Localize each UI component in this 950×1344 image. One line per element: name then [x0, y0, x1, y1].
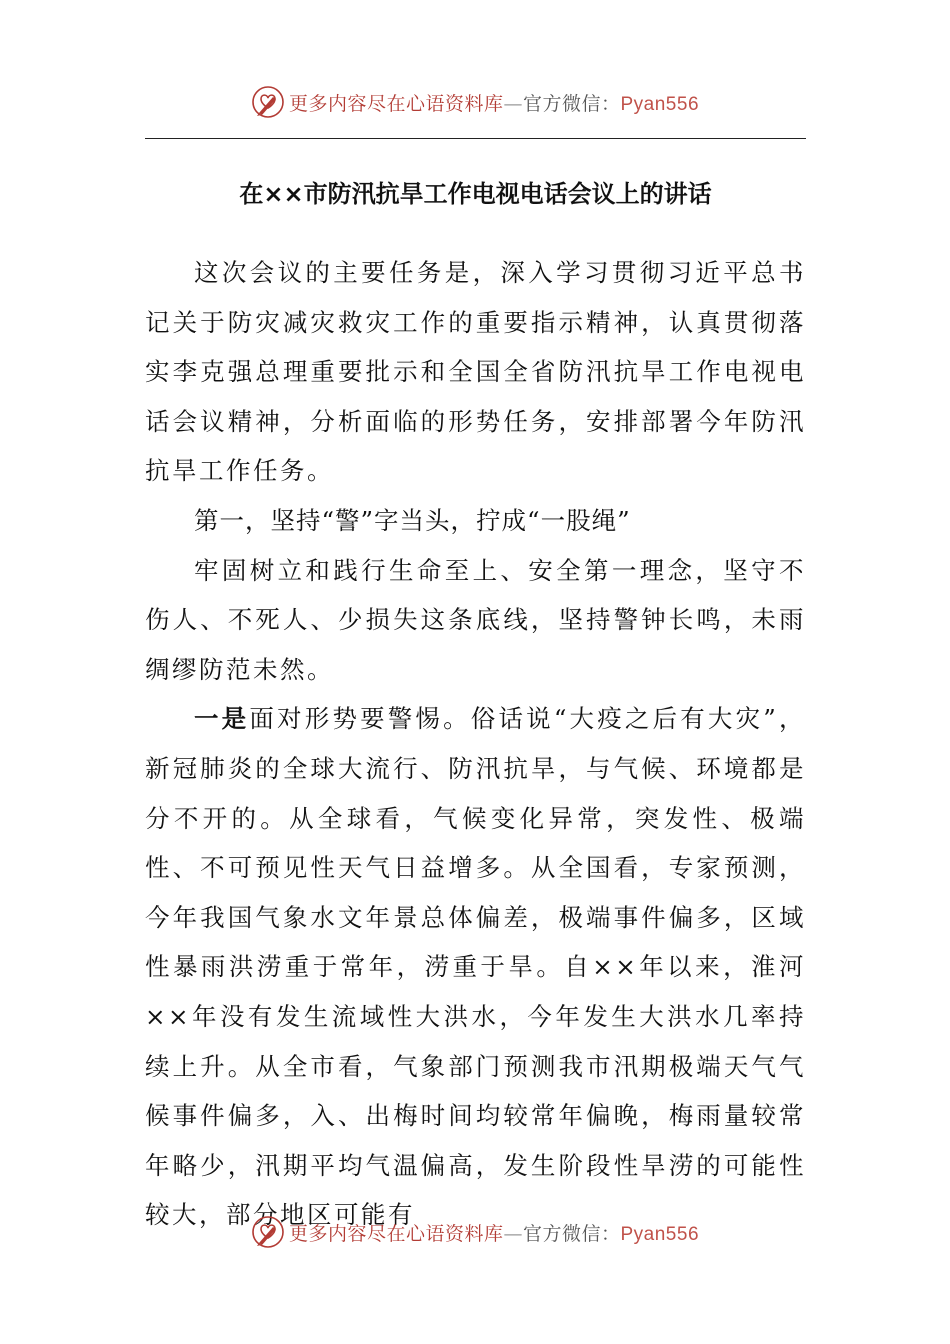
watermark-wechat-id: Pyan556	[620, 93, 700, 115]
section-heading: 第一，坚持“警”字当头，拧成“一股绳”	[194, 505, 631, 535]
point-one-lead: 一是	[194, 704, 250, 734]
point-one-paragraph	[145, 694, 806, 1240]
document-body	[145, 248, 806, 1240]
watermark-text	[289, 1219, 699, 1246]
pen-heart-logo-icon	[251, 85, 285, 119]
intro-paragraph: 这次会议的主要任务是，深入学习贯彻习近平总书记关于防灾减灾救灾工作的重要指示精神，认真贯彻落实李克强总理重要批示和全国全省防汛抗旱工作电视电话会议精神，分析面临的形势任务，安排部署今年防汛抗旱工作任务。	[145, 258, 806, 486]
section-paragraph: 牢固树立和践行生命至上、安全第一理念，坚守不伤人、不死人、少损失这条底线，坚持警钟长鸣，未雨绸缪防范未然。	[145, 555, 806, 684]
footer-watermark	[0, 1212, 950, 1252]
watermark-wechat-label: 官方微信：	[522, 92, 621, 115]
watermark-text	[289, 89, 699, 116]
header-divider	[145, 138, 806, 139]
watermark-wechat-id: Pyan556	[620, 1223, 700, 1245]
watermark-separator: —	[503, 92, 523, 115]
watermark-site-text: 更多内容尽在心语资料库	[288, 1222, 504, 1245]
document-title: 在××市防汛抗旱工作电视电话会议上的讲话	[239, 180, 712, 208]
watermark-separator: —	[503, 1222, 523, 1245]
header-watermark	[0, 82, 950, 122]
watermark-site-text: 更多内容尽在心语资料库	[288, 92, 504, 115]
pen-heart-logo-icon	[251, 1215, 285, 1249]
point-one-text: 面对形势要警惕。俗话说“大疫之后有大灾”，新冠肺炎的全球大流行、防汛抗旱，与气候、环境都是分不开的。从全球看，气候变化异常，突发性、极端性、不可预见性天气日益增多。从全国看，专家预测，今年我国气象水文年景总体偏差，极端事件偏多，区域性暴雨洪涝重于常年，涝重于旱。自××年以来，淮河××年没有发生流域性大洪水，今年发生大洪水几率持续上升。从全市看，气象部门预测我市汛期极端天气气候事件偏多，入、出梅时间均较常年偏晚，梅雨量较常年略少，汛期平均气温偏高，发生阶段性旱涝的可能性较大，部分地区可能有	[145, 704, 806, 1230]
watermark-wechat-label: 官方微信：	[522, 1222, 621, 1245]
